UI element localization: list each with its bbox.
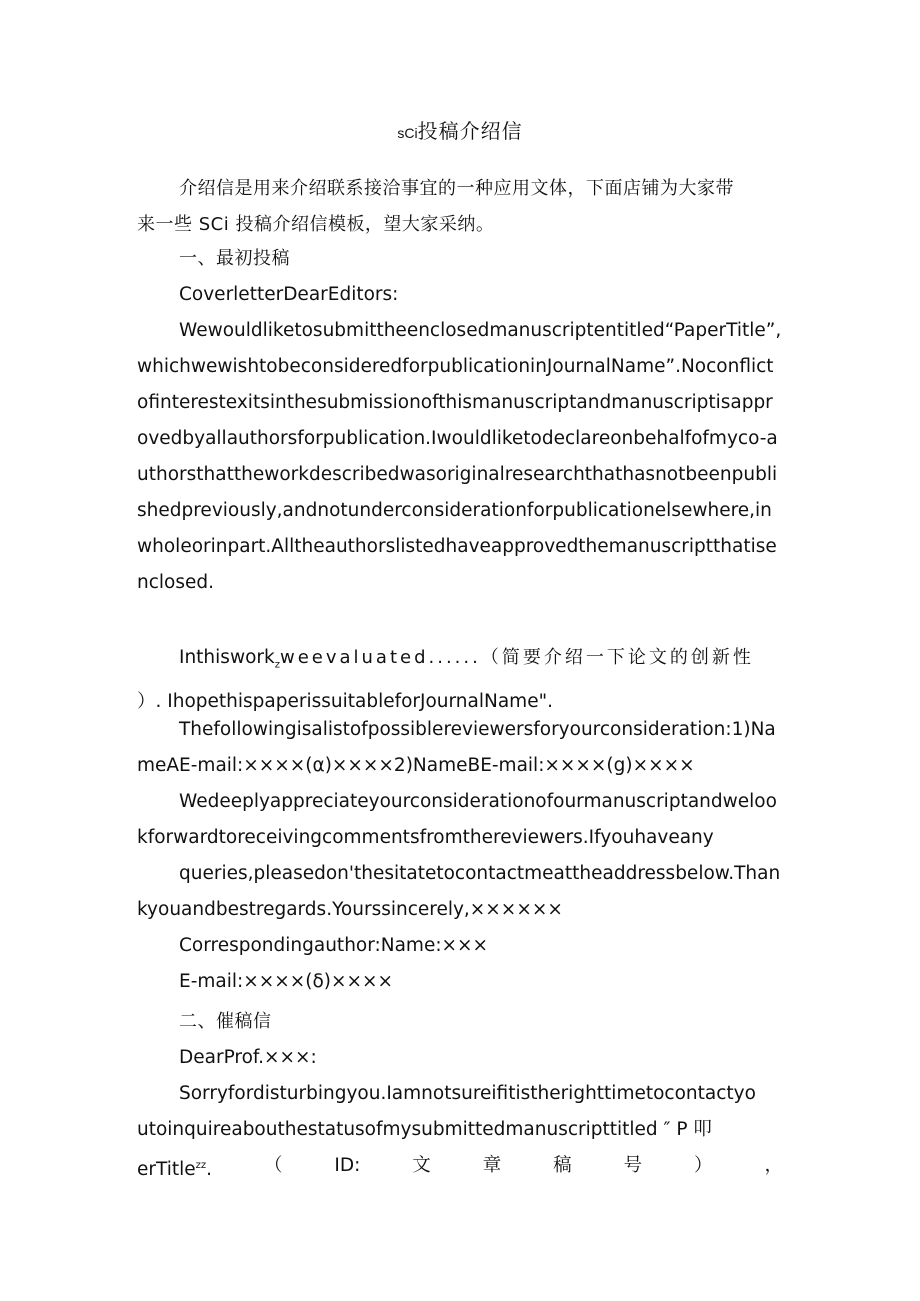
section1-body-paragraph: Wewouldliketosubmittheenclosedmanuscriptentitled“PaperTitle”,whichwewishtobeconsideredforpublicationinJournalName”.Noconflictofinterestexitsinthesubmissionofthismanuscriptandmanuscriptisapprovedbyallauthorsforpublication.Iwouldliketodeclareonbehalfofmyco-authorsthattheworkdescribedwasoriginalresearchthathasnotbeenpublishedpreviously,andnotunderconsiderationforpublicationelsewhere,inwholeorinpart.Alltheauthorslistedhaveapprovedthemanuscriptthatisenclosed. (137, 320, 782, 593)
intro-paragraph (137, 171, 783, 243)
section2-line-3-start: erTitle$^{zz}$. (137, 1159, 213, 1181)
corresponding-email: E-mail:××××(δ)×××× (179, 971, 393, 992)
reviewers-paragraph: Thefollowingisalistofpossiblereviewersforyourconsideration:1)NameAE-mail:××××(α)××××2)NameBE-mail:××××(g)×××× (137, 719, 776, 776)
section2-line-3-token: （ (263, 1155, 283, 1176)
section2-heading: 二、催稿信 (179, 1011, 272, 1032)
page-title (0, 116, 920, 148)
innovation-line-1-start: Inthiswork (179, 647, 275, 668)
section2-line-2: utoinquireabouthestatusofmysubmittedmanuscripttitled ″ P 叩 (137, 1119, 712, 1140)
innovation-paragraph (137, 640, 783, 720)
section2-line-3-token: 文 (412, 1155, 431, 1176)
intro-line-1: 介绍信是用来介绍联系接洽事宜的一种应用文体，下面店铺为大家带 (179, 178, 734, 199)
innovation-line-1-end: weevaluated......（简要介绍一下论文的创新性 (279, 647, 754, 668)
section2-line-3-token: 章 (482, 1155, 502, 1176)
innovation-subscript: z (274, 659, 280, 671)
innovation-line-1 (137, 640, 783, 684)
section2-line-3-token: 稿 (553, 1155, 572, 1176)
section2-line-3-token: ID: (334, 1155, 361, 1176)
intro-line-2: 来一些 SCi 投稿介绍信模板，望大家采纳。 (137, 214, 495, 235)
appreciation-paragraph: Wedeeplyappreciateyourconsiderationofourmanuscriptandwelookforwardtoreceivingcommentsfromthereviewers.Ifyouhaveany (137, 791, 777, 848)
page-title-chinese: 投稿介绍信 (417, 119, 523, 143)
section2-line-3 (137, 1148, 783, 1188)
section2-line-3-token: ， (764, 1155, 783, 1176)
section2-line-1: Sorryfordisturbingyou.Iamnotsureifitistherighttimetocontactyo (179, 1083, 756, 1104)
innovation-line-2: ）. IhopethispaperissuitableforJournalName". (137, 690, 553, 712)
section1-salutation: CoverletterDearEditors: (179, 284, 399, 305)
section2-salutation: DearProf.×××: (179, 1047, 317, 1068)
page-title-latin: sCi (397, 125, 418, 141)
queries-paragraph: queries,pleasedon'thesitatetocontactmeattheaddressbelow.Thankyouandbestregards.Yourssincerely,×××××× (137, 863, 781, 920)
section2-line-3-token: 号 (623, 1155, 643, 1176)
corresponding-author: Correspondingauthor:Name:××× (179, 935, 489, 956)
section2-body-paragraph (137, 1076, 783, 1188)
section1-heading: 一、最初投稿 (179, 248, 290, 269)
section2-line-3-token: ） (694, 1155, 713, 1176)
